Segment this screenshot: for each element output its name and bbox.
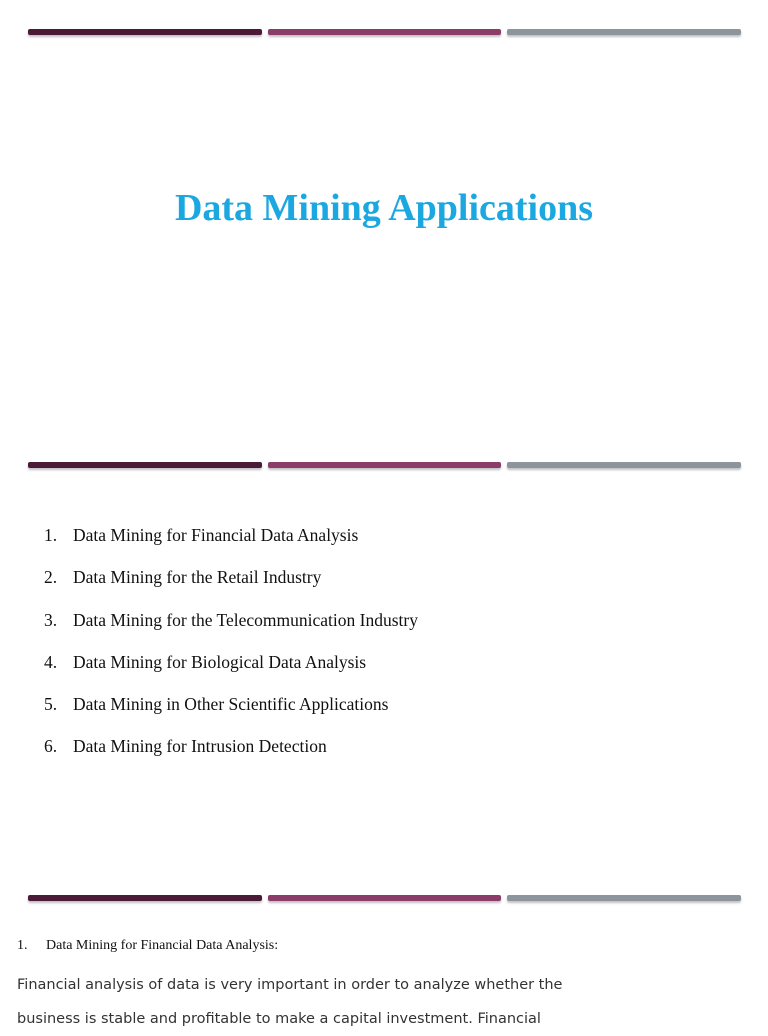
list-item-number: 1. [44, 525, 58, 545]
list-item-number: 5. [44, 694, 58, 715]
section-heading-number: 1. [17, 938, 28, 953]
list-item [44, 609, 418, 651]
list-item-label: Data Mining for the Telecommunication Industry [73, 609, 418, 630]
section-heading [17, 938, 278, 954]
divider-segment [268, 895, 502, 901]
section-heading-text: Data Mining for Financial Data Analysis: [46, 938, 279, 953]
divider-segment [28, 895, 262, 901]
list-item [44, 693, 418, 735]
list-item [44, 566, 418, 608]
list-item-label: Data Mining in Other Scientific Applications [73, 694, 389, 715]
divider-segment [28, 462, 262, 468]
list-item-label: Data Mining for Biological Data Analysis [73, 651, 367, 672]
list-item-number: 4. [44, 651, 58, 672]
list-item [44, 735, 418, 777]
paragraph-line: Financial analysis of data is very important in order to analyze whether the [17, 977, 563, 993]
slide-title: Data Mining Applications [174, 187, 594, 229]
list-item-label: Data Mining for Intrusion Detection [73, 736, 327, 757]
slide-divider-top [28, 29, 741, 36]
divider-segment [268, 462, 502, 468]
list-item [44, 651, 418, 693]
body-paragraph [17, 968, 577, 1036]
divider-segment [507, 29, 741, 35]
divider-segment [507, 895, 741, 901]
list-item [44, 524, 418, 566]
divider-segment [28, 29, 262, 35]
divider-segment [268, 29, 502, 35]
slide-divider-middle [28, 462, 741, 469]
divider-segment [507, 462, 741, 468]
list-item-number: 2. [44, 567, 58, 588]
applications-list [44, 524, 418, 778]
list-item-label: Data Mining for the Retail Industry [73, 567, 322, 588]
list-item-label: Data Mining for Financial Data Analysis [73, 525, 359, 545]
paragraph-line: business is stable and profitable to make a capital investment. Financial [17, 1011, 541, 1027]
list-item-number: 6. [44, 736, 58, 757]
slide-divider-bottom [28, 895, 741, 902]
list-item-number: 3. [44, 609, 58, 630]
